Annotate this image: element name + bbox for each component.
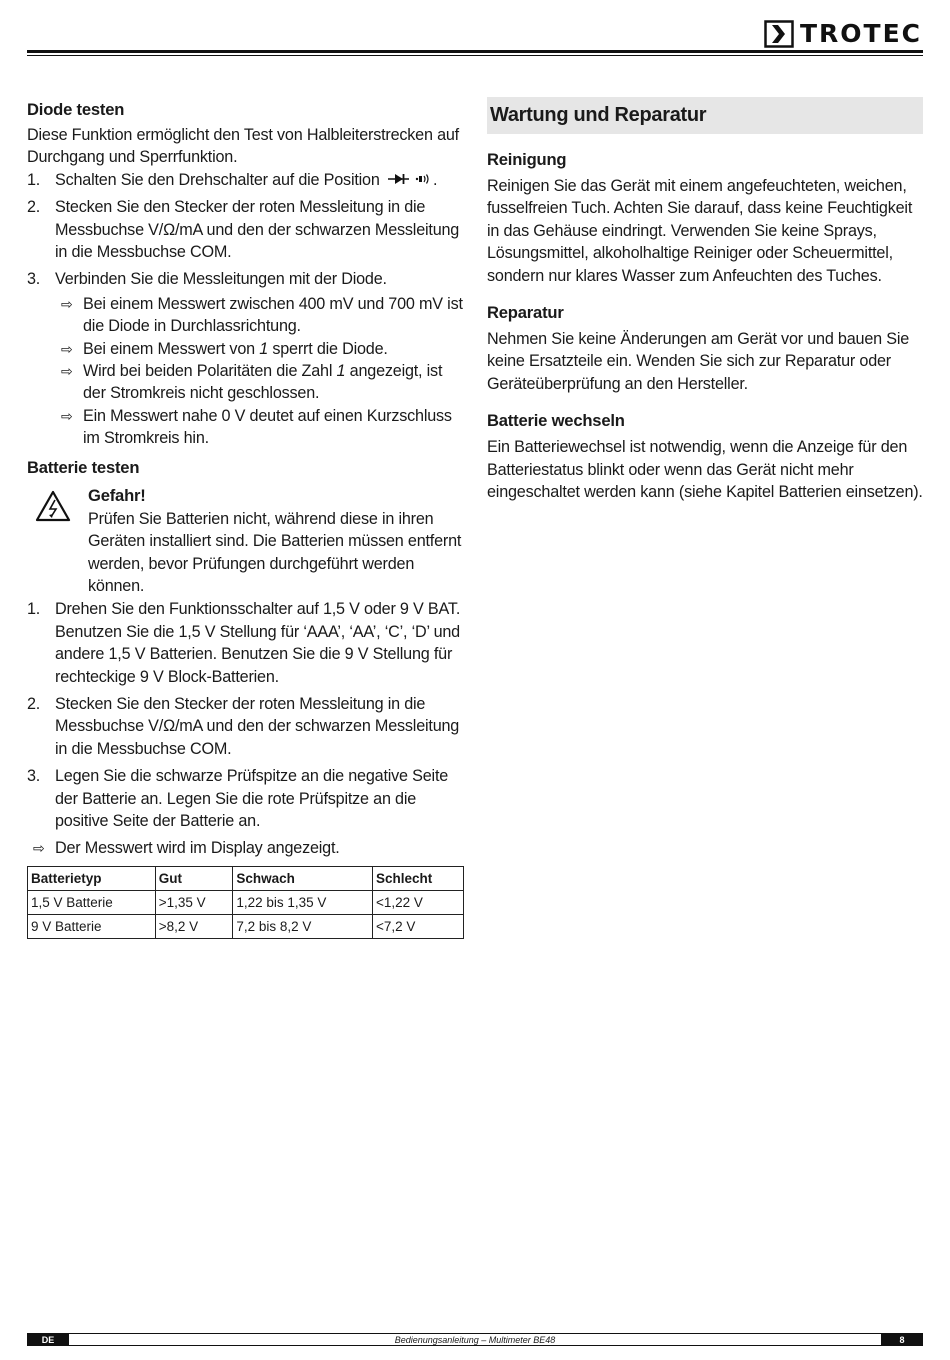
list-item: 1. Schalten Sie den Drehschalter auf die Position . bbox=[27, 170, 438, 189]
table-cell: 7,2 bis 8,2 V bbox=[233, 914, 373, 938]
list-item: 3. Legen Sie die schwarze Prüfspitze an die negative Seite der Batterie an. Legen Sie die rote Prüfspitze an die positive Seite der Batterie an. bbox=[27, 767, 449, 830]
cleaning-heading: Reinigung bbox=[487, 150, 567, 169]
right-column bbox=[487, 97, 923, 503]
danger-title: Gefahr! bbox=[88, 485, 146, 505]
warning-high-voltage-icon bbox=[35, 490, 71, 522]
list-item: 1. Drehen Sie den Funktionsschalter auf 1,5 V oder 9 V BAT. Benutzen Sie die 1,5 V Stellung für ‘AAA’, ‘AA’, ‘C’, ‘D’ und andere 1,5 V Batterien. Benutzen Sie die 9 V Stellung für rechteckige 9 V Block-Batterien. bbox=[27, 600, 461, 686]
battery-steps bbox=[27, 598, 464, 832]
result-arrow-icon: ⇨ bbox=[61, 340, 73, 357]
diode-results bbox=[27, 293, 464, 450]
table-cell: 9 V Batterie bbox=[28, 914, 156, 938]
battery-change-heading: Batterie wechseln bbox=[487, 411, 625, 431]
danger-notice bbox=[27, 485, 464, 598]
table-header-row bbox=[28, 866, 464, 890]
table-cell: >8,2 V bbox=[155, 914, 233, 938]
table-header: Schlecht bbox=[372, 866, 463, 890]
battery-table bbox=[27, 866, 464, 939]
table-row bbox=[28, 914, 464, 938]
result-arrow-icon: ⇨ bbox=[61, 407, 73, 424]
language-badge: DE bbox=[27, 1334, 69, 1345]
repair-heading: Reparatur bbox=[487, 303, 564, 323]
list-item: 2. Stecken Sie den Stecker der roten Messleitung in die Messbuchse V/Ω/mA und den der schwarzen Messleitung in die Messbuchse COM. bbox=[27, 694, 460, 758]
header-rule bbox=[27, 50, 923, 53]
brand-name: TROTEC bbox=[799, 19, 922, 48]
footer-title: Bedienungsanleitung – Multimeter BE48 bbox=[394, 1334, 556, 1345]
table-cell: 1,22 bis 1,35 V bbox=[233, 890, 373, 914]
result-arrow-icon: ⇨ bbox=[33, 840, 45, 857]
table-header: Gut bbox=[155, 866, 233, 890]
cleaning-text: Reinigen Sie das Gerät mit einem angefeuchteten, weichen, fusselfreien Tuch. Achten Sie darauf, dass keine Feuchtigkeit in das Gehäuse eindringt. Verwenden Sie keine Sprays, Lösungsmittel, alkoholhaltige Reiniger oder Scheuermittel, sondern nur klares Wasser zum Anfeuchten des Tuches. bbox=[487, 177, 913, 285]
section-title: Wartung und Reparatur bbox=[490, 104, 707, 126]
table-cell: >1,35 V bbox=[155, 890, 233, 914]
logo-chevron-icon bbox=[764, 20, 794, 48]
list-item: ⇨ Der Messwert wird im Display angezeigt. bbox=[33, 837, 464, 859]
page-number: 8 bbox=[881, 1334, 923, 1345]
list-item: ⇨ Bei einem Messwert zwischen 400 mV und 700 mV ist die Diode in Durchlassrichtung. bbox=[61, 293, 464, 338]
section-heading-bar bbox=[487, 97, 923, 134]
left-column bbox=[27, 97, 464, 939]
page-footer bbox=[27, 1333, 923, 1346]
table-cell: <7,2 V bbox=[372, 914, 463, 938]
battery-change-text: Ein Batteriewechsel ist notwendig, wenn die Anzeige für den Batteriestatus blinkt oder wenn das Gerät nicht mehr eingeschaltet werden kann (siehe Kapitel Batterien einsetzen). bbox=[487, 438, 923, 502]
table-header: Schwach bbox=[233, 866, 373, 890]
list-item: ⇨ Bei einem Messwert von 1 sperrt die Diode. bbox=[61, 338, 464, 360]
table-row bbox=[28, 890, 464, 914]
list-item: ⇨ Ein Messwert nahe 0 V deutet auf einen Kurzschluss im Stromkreis hin. bbox=[61, 405, 464, 450]
battery-result bbox=[27, 837, 464, 859]
list-item: 3. Verbinden Sie die Messleitungen mit der Diode. bbox=[27, 270, 387, 289]
diode-beeper-symbol-icon bbox=[387, 172, 433, 186]
list-item: 2. Stecken Sie den Stecker der roten Messleitung in die Messbuchse V/Ω/mA und den der schwarzen Messleitung in die Messbuchse COM. bbox=[27, 198, 460, 262]
diode-intro: Diese Funktion ermöglicht den Test von Halbleiterstrecken auf Durchgang und Sperrfunktion. bbox=[27, 126, 459, 167]
result-arrow-icon: ⇨ bbox=[61, 295, 73, 312]
header-rule-thin bbox=[27, 55, 923, 56]
repair-text: Nehmen Sie keine Änderungen am Gerät vor und bauen Sie keine Ersatzteile ein. Wenden Sie sich zur Reparatur oder Geräteüberprüfung an den Hersteller. bbox=[487, 330, 910, 393]
list-item: ⇨ Wird bei beiden Polaritäten die Zahl 1 angezeigt, ist der Stromkreis nicht geschlossen. bbox=[61, 360, 464, 405]
brand-logo bbox=[764, 20, 922, 48]
danger-text: Prüfen Sie Batterien nicht, während diese in ihren Geräten installiert sind. Die Batterien müssen entfernt werden, bevor Prüfungen durchgeführt werden können. bbox=[88, 509, 462, 595]
battery-test-heading: Batterie testen bbox=[27, 457, 140, 477]
table-cell: <1,22 V bbox=[372, 890, 463, 914]
table-header: Batterietyp bbox=[28, 866, 156, 890]
diode-steps bbox=[27, 169, 464, 291]
table-cell: 1,5 V Batterie bbox=[28, 890, 156, 914]
result-arrow-icon: ⇨ bbox=[61, 363, 73, 380]
diode-heading: Diode testen bbox=[27, 100, 125, 119]
